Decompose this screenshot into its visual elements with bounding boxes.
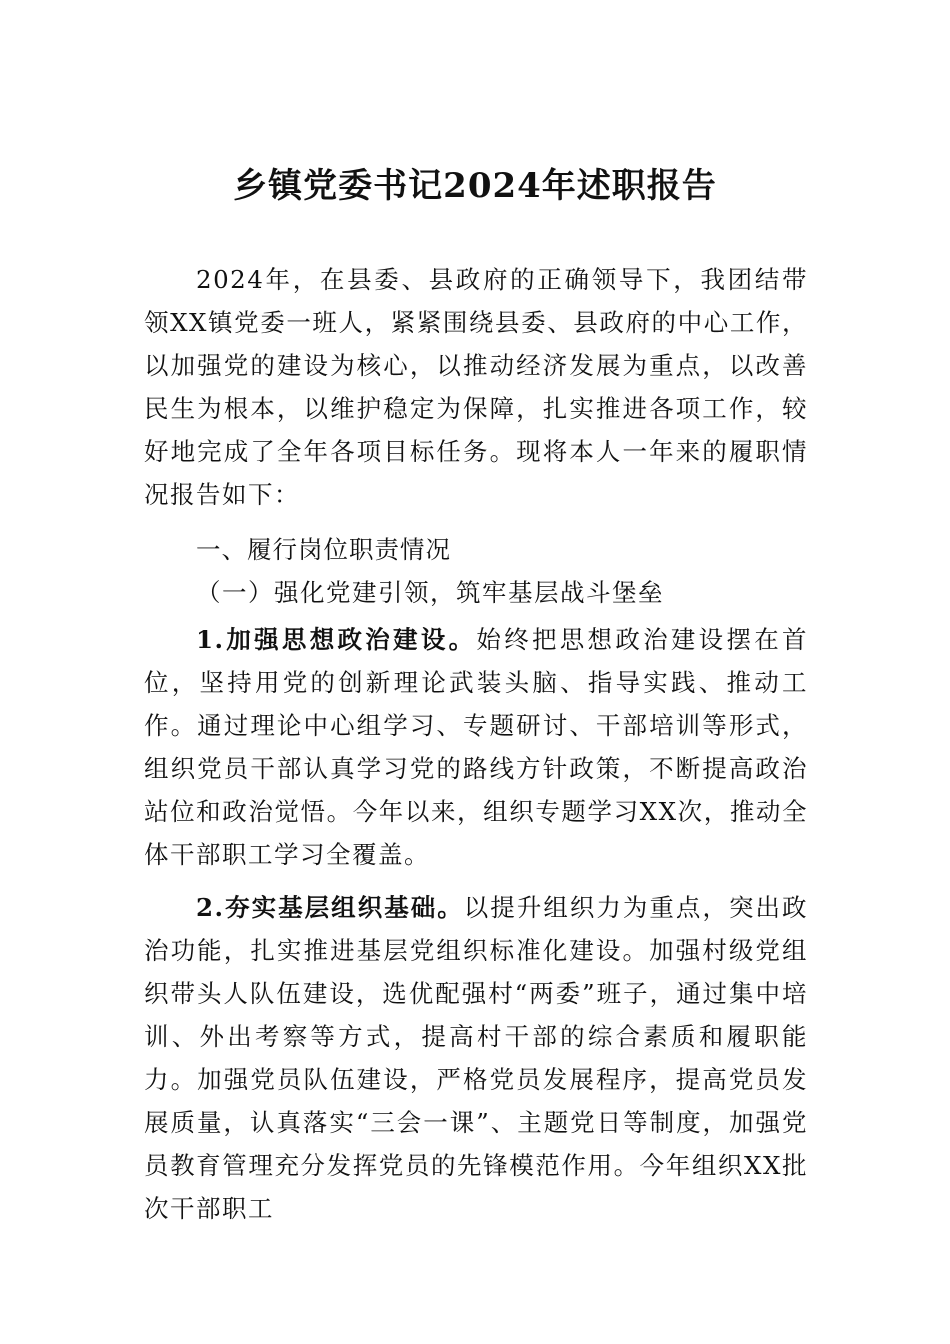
- item-2-lead: 2.夯实基层组织基础。: [196, 893, 464, 922]
- subsection-heading: （一）强化党建引领，筑牢基层战斗堡垒: [196, 578, 664, 607]
- item-1-text: 始终把思想政治建设摆在首位，坚持用党的创新理论武装头脑、指导实践、推动工作。通过理论中心组学习、专题研讨、干部培训等形式，组织党员干部认真学习党的路线方针政策，不断提高政治站位和政治觉悟。今年以来，组织专题学习XX次，推动全体干部职工学习全覆盖。: [144, 625, 809, 869]
- section-heading: 一、履行岗位职责情况: [196, 535, 451, 564]
- item-2-paragraph: [144, 886, 808, 1230]
- item-1-paragraph: [144, 618, 808, 876]
- item-2-text: 以提升组织力为重点，突出政治功能，扎实推进基层党组织标准化建设。加强村级党组织带头人队伍建设，选优配强村“两委”班子，通过集中培训、外出考察等方式，提高村干部的综合素质和履职能力。加强党员队伍建设，严格党员发展程序，提高党员发展质量，认真落实“三会一课”、主题党日等制度，加强党员教育管理充分发挥党员的先锋模范作用。今年组织XX批次干部职工: [144, 893, 809, 1223]
- item-1-lead: 1.加强思想政治建设。: [196, 625, 477, 654]
- intro-paragraph: 2024年，在县委、县政府的正确领导下，我团结带领XX镇党委一班人，紧紧围绕县委、县政府的中心工作，以加强党的建设为核心，以推动经济发展为重点，以改善民生为根本，以维护稳定为保障，扎实推进各项工作，较好地完成了全年各项目标任务。现将本人一年来的履职情况报告如下：: [144, 265, 808, 509]
- document-title: 乡镇党委书记2024年述职报告: [233, 166, 717, 206]
